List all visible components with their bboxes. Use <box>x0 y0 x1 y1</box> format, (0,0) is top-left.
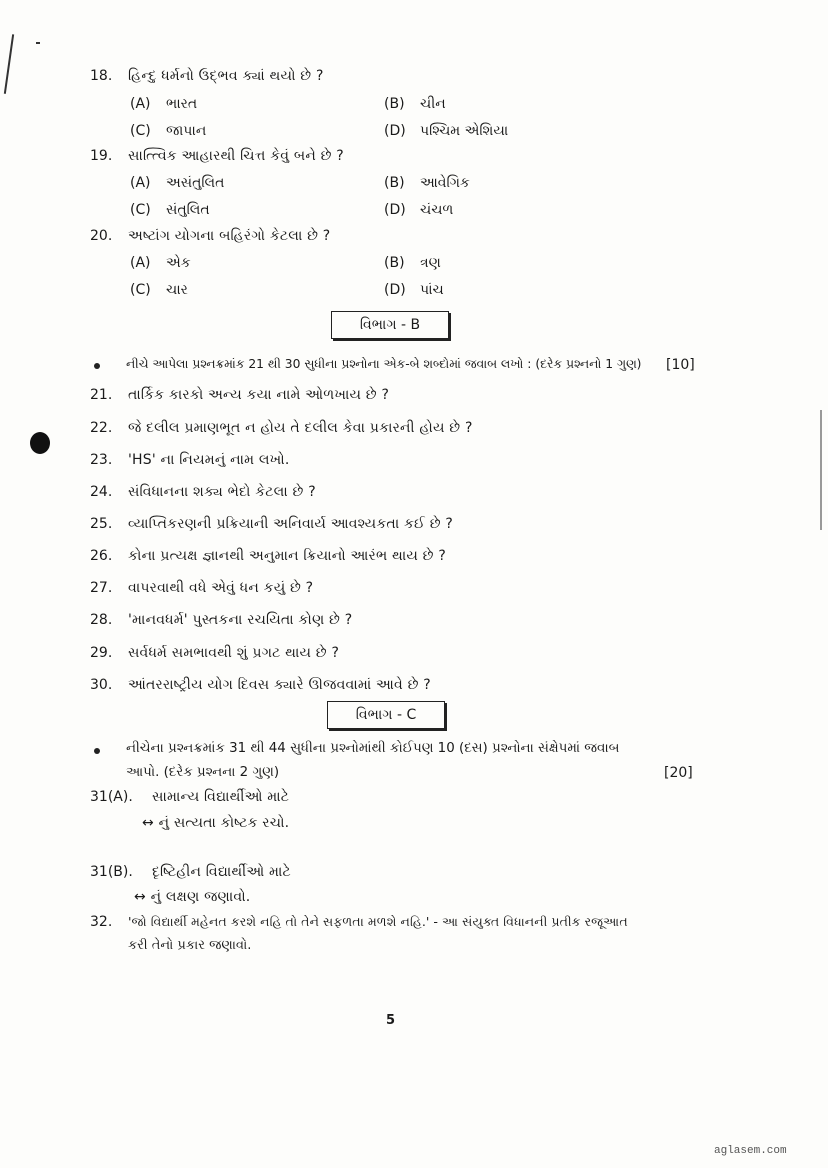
question-subtext: ↔ નું લક્ષણ જણાવો. <box>134 889 251 905</box>
question-text: દૃષ્ટિહીન વિદ્યાર્થીઓ માટે <box>152 864 291 880</box>
option-label: (B) <box>384 255 405 271</box>
question-number: 25. <box>90 516 113 532</box>
section-b-instruction: નીચે આપેલા પ્રશ્નક્રમાંક 21 થી 30 સુધીના પ્રશ્નોના એક-બે શબ્દોમાં જવાબ લખો : (દરેક પ્રશ્નનો 1 ગુણ) <box>126 357 642 371</box>
question-number: 32. <box>90 914 113 930</box>
question-text: જે દલીલ પ્રમાણભૂત ન હોય તે દલીલ કેવા પ્રકારની હોય છે ? <box>128 420 473 436</box>
option-text: ચંચળ <box>420 202 454 218</box>
option-text: એક <box>166 255 191 271</box>
option-label: (A) <box>130 255 151 271</box>
question-number: 19. <box>90 148 113 164</box>
question-number: 31(A). <box>90 789 133 805</box>
scan-mark <box>820 410 822 530</box>
section-b-heading: વિભાગ - B <box>331 311 449 339</box>
option-text: જાપાન <box>166 123 207 139</box>
question-number: 20. <box>90 228 113 244</box>
option-text: ચાર <box>166 282 188 298</box>
question-text: કોના પ્રત્યક્ષ જ્ઞાનથી અનુમાન ક્રિયાનો આરંભ થાય છે ? <box>128 548 446 564</box>
question-number: 26. <box>90 548 113 564</box>
question-text: અષ્ટાંગ યોગના બહિરંગો કેટલા છે ? <box>128 228 331 244</box>
question-number: 21. <box>90 387 113 403</box>
option-label: (A) <box>130 175 151 191</box>
scan-mark <box>36 42 40 44</box>
question-text: સાત્ત્વિક આહારથી ચિત્ત કેવું બને છે ? <box>128 148 344 164</box>
question-text: વાપરવાથી વધે એવું ધન કયું છે ? <box>128 580 314 596</box>
option-text: સંતુલિત <box>166 202 210 218</box>
watermark: aglasem.com <box>714 1145 787 1157</box>
option-text: અસંતુલિત <box>166 175 225 191</box>
option-text: ત્રણ <box>420 255 441 271</box>
option-text: ચીન <box>420 96 446 112</box>
question-text-line2: કરી તેનો પ્રકાર જણાવો. <box>128 938 252 953</box>
option-text: પાંચ <box>420 282 444 298</box>
question-text: તાર્કિક કારકો અન્ય કયા નામે ઓળખાય છે ? <box>128 387 390 403</box>
section-c-marks: [20] <box>664 765 693 781</box>
option-label: (B) <box>384 175 405 191</box>
question-number: 23. <box>90 452 113 468</box>
section-c-instruction-line2: આપો. (દરેક પ્રશ્નના 2 ગુણ) <box>126 765 280 780</box>
question-text: સામાન્ય વિદ્યાર્થીઓ માટે <box>152 789 290 805</box>
question-text: 'જો વિદ્યાર્થી મહેનત કરશે નહિ તો તેને સફળતા મળશે નહિ.' - આ સંયુક્ત વિધાનની પ્રતીક રજૂઆત <box>128 914 628 929</box>
question-text: હિન્દુ ધર્મનો ઉદ્‌ભવ ક્યાં થયો છે ? <box>128 68 324 84</box>
option-label: (A) <box>130 96 151 112</box>
question-number: 27. <box>90 580 113 596</box>
option-label: (D) <box>384 202 406 218</box>
option-text: ભારત <box>166 96 198 112</box>
page-number: 5 <box>386 1013 396 1028</box>
question-text: આંતરરાષ્ટ્રીય યોગ દિવસ ક્યારે ઊજવવામાં આવે છે ? <box>128 677 431 693</box>
option-label: (D) <box>384 282 406 298</box>
question-text: સંવિધાનના શક્ય ભેદો કેટલા છે ? <box>128 484 316 500</box>
option-label: (B) <box>384 96 405 112</box>
question-text: 'HS' ના નિયમનું નામ લખો. <box>128 452 290 468</box>
question-text: સર્વધર્મ સમભાવથી શું પ્રગટ થાય છે ? <box>128 645 340 661</box>
bullet-icon <box>94 363 100 369</box>
option-label: (C) <box>130 123 151 139</box>
question-subtext: ↔ નું સત્યતા કોષ્ટક રચો. <box>142 815 290 831</box>
section-c-instruction-line1: નીચેના પ્રશ્નક્રમાંક 31 થી 44 સુધીના પ્રશ્નોમાંથી કોઈપણ 10 (દસ) પ્રશ્નોના સંક્ષેપમાં જવાબ <box>126 741 620 756</box>
question-number: 30. <box>90 677 113 693</box>
option-text: આવેગિક <box>420 175 470 191</box>
section-c-heading: વિભાગ - C <box>327 701 445 729</box>
question-number: 29. <box>90 645 113 661</box>
question-number: 28. <box>90 612 113 628</box>
section-b-marks: [10] <box>666 357 695 373</box>
question-text: 'માનવધર્મ' પુસ્તકના રચયિતા કોણ છે ? <box>128 612 353 628</box>
option-label: (C) <box>130 282 151 298</box>
question-number: 24. <box>90 484 113 500</box>
option-label: (D) <box>384 123 406 139</box>
question-number: 18. <box>90 68 113 84</box>
question-text: વ્યાપ્તિકરણની પ્રક્રિયાની અનિવાર્ય આવશ્યકતા કઈ છે ? <box>128 516 454 532</box>
question-number: 22. <box>90 420 113 436</box>
option-label: (C) <box>130 202 151 218</box>
question-number: 31(B). <box>90 864 133 880</box>
scan-mark <box>4 34 14 94</box>
option-text: પશ્ચિમ એશિયા <box>420 123 509 139</box>
punch-hole-mark <box>30 432 50 454</box>
bullet-icon <box>94 748 100 754</box>
